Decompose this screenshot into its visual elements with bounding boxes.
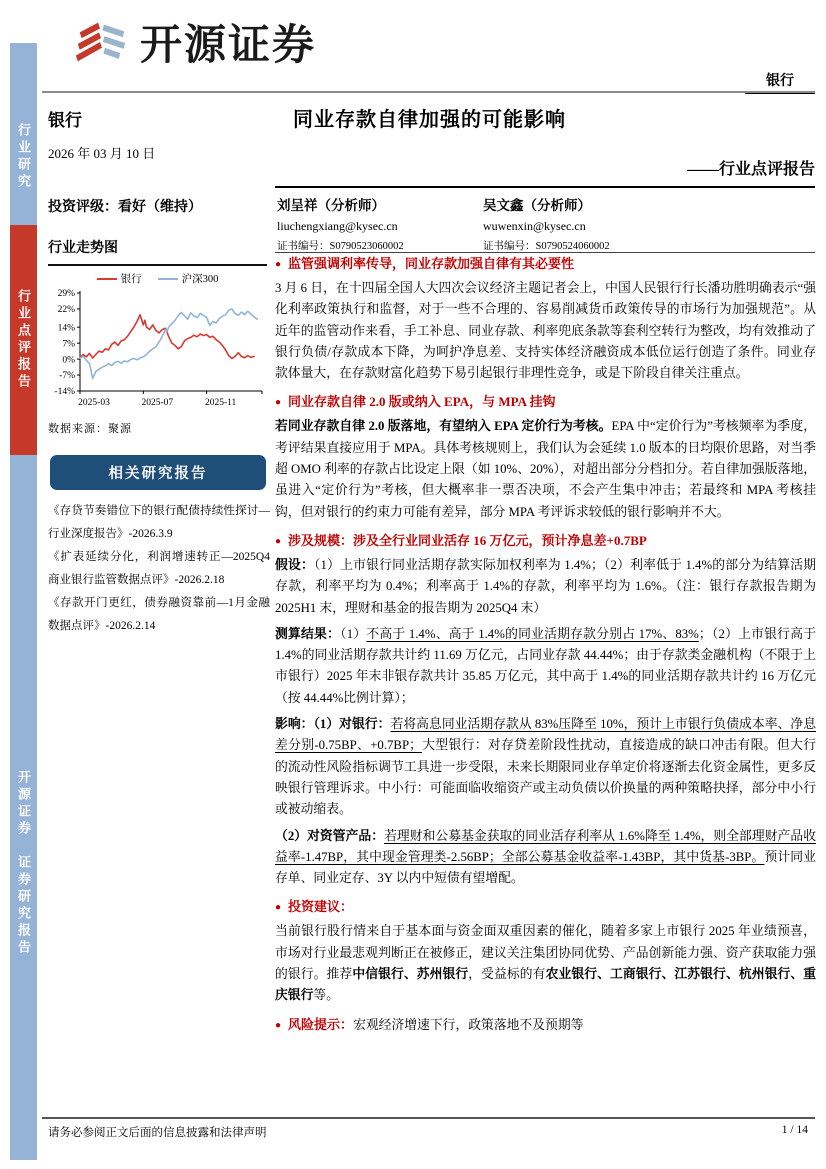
analyst-email: liuchengxiang@kysec.cn <box>277 219 398 233</box>
svg-text:2025-03: 2025-03 <box>78 398 110 408</box>
section-heading-text: 同业存款自律 2.0 版或纳入 EPA，与 MPA 挂钩 <box>288 394 556 410</box>
brand-logo <box>72 12 316 72</box>
section-paragraph: 3 月 6 日，在十四届全国人大四次会议经济主题记者会上，中国人民银行行长潘功胜明确表示“强化利率政策执行和监督，对于一些不合理的、容易削减货币政策传导的市场行为加强规范”。从近年的监管动作来看，手工补息、同业存款、利率兜底条款等套利空转行为整改，均有效推动了银行负债/存款成本下降，为呵护净息差、支持实体经济融资成本低位运行创造了条件。同业存款体量大，在存款财富化趋势下易引起银行非理性竞争，或是下阶段自律关注重点。 <box>275 281 816 381</box>
report-subtitle: ——行业点评报告 <box>686 161 815 178</box>
section-heading-text: 监管强调利率传导，同业存款加强自律有其必要性 <box>288 256 575 271</box>
footer-disclaimer: 请务必参阅正文后面的信息披露和法律声明 <box>48 1127 267 1139</box>
section-heading-text: 涉及规模：涉及全行业同业活存 16 万亿元，预计净息差+0.7BP <box>288 532 647 548</box>
side-strip <box>10 43 37 1160</box>
report-section <box>275 897 816 1006</box>
related-reports-header: 相关研究报告 <box>50 455 266 490</box>
svg-text:-14%: -14% <box>54 387 75 398</box>
chart-legend <box>48 271 267 286</box>
report-section <box>275 531 816 889</box>
investment-rating: 投资评级：看好（维持） <box>48 200 202 215</box>
analyst-card <box>277 194 455 253</box>
report-section <box>275 1015 816 1036</box>
trend-line-chart <box>48 288 267 416</box>
related-report-item: 《扩表延续分化，利润增速转正—2025Q4 商业银行监管数据点评》-2026.2.18 <box>48 551 270 586</box>
footer-divider <box>42 1117 815 1119</box>
section-heading <box>275 1015 816 1036</box>
report-type-vertical-label: 行业点评报告 <box>16 289 31 391</box>
side-strip-top <box>10 43 37 225</box>
section-heading-suffix: 宏观经济增速下行，政策落地不及预期等 <box>353 1017 584 1032</box>
section-heading-text: 投资建议： <box>288 899 354 915</box>
svg-text:2025-07: 2025-07 <box>141 398 174 408</box>
section-paragraph: （2）对资管产品：若理财和公募基金获取的同业活存利率从 1.6%降至 1.4%，则全部理财产品收益率-1.47BP，其中现金管理类-2.56BP；全部公募基金收益率-1.43BP，其中货基-3BP。预计同业存单、同业定存、3Y 以内中短债有望增配。 <box>275 828 817 886</box>
industry-trend-chart <box>48 271 267 421</box>
trend-chart-divider <box>48 264 267 266</box>
analyst-card <box>483 194 661 253</box>
analyst-row <box>277 194 815 253</box>
report-section <box>275 254 816 384</box>
analyst-cert: 证书编号：S0790524060002 <box>483 241 610 252</box>
report-body <box>275 254 816 1044</box>
related-report-item: 《存款开门更红，债券融资靠前—1月金融数据点评》-2026.2.14 <box>48 597 270 632</box>
analyst-email: wuwenxin@kysec.cn <box>483 219 586 233</box>
section-heading <box>275 392 816 413</box>
industry-name: 银行 <box>48 111 82 130</box>
brand-vertical-label: 开源证券 证券研究报告 <box>16 770 31 957</box>
page-footer <box>48 1124 808 1140</box>
side-strip-bottom <box>10 455 37 1160</box>
svg-text:29%: 29% <box>57 289 75 300</box>
bullet-dot-icon: ● <box>275 1019 282 1031</box>
legend-label: 银行 <box>120 274 142 285</box>
kaiyuan-logo-icon <box>72 13 130 71</box>
svg-text:2025-11: 2025-11 <box>204 398 237 408</box>
report-section <box>275 392 816 522</box>
brand-name: 开源证券 <box>140 21 317 68</box>
chart-data-source: 数据来源：聚源 <box>48 423 132 435</box>
section-paragraph: 影响：（1）对银行：若将高息同业活期存款从 83%压降至 10%，预计上市银行负债成本率、净息差分别-0.75BP、+0.7BP；大型银行：对存贷差阶段性扰动，直接造成的缺口冲击有限。但大行的流动性风险指标调节工具进一步受限，未来长期限同业存单定价将逐渐去化资金属性，更多反映银行管理诉求。中小行：可能面临收缩资产或主动负债以价换量的两种策略抉择，部分中小行或被动缩表。 <box>275 717 817 817</box>
section-heading <box>275 531 816 552</box>
header-divider <box>42 91 815 93</box>
industry-research-vertical-label: 行业研究 <box>16 122 31 191</box>
bullet-dot-icon: ● <box>275 902 282 914</box>
bullet-dot-icon: ● <box>275 535 282 547</box>
analyst-name: 刘呈祥（分析师） <box>277 198 385 213</box>
section-paragraph: 若同业存款自律 2.0 版落地，有望纳入 EPA 定价行为考核。EPA 中“定价行为”考核频率为季度，考评结果直接应用于 MPA。具体考核规则上，我们认为会延续 1.0 版本的日均限价思路，对当季超 OMO 利率的存款占比设定上限（如 10%、20%），对超出部分分档扣分。若自律加强版落地，虽进入“定价行为”考核，但大概率非一票否决项，不会产生集中冲击；若最终和 MPA 考核挂钩，但对银行的约束力可能有差异，部分 MPA 考评诉求较低的银行影响并不大。 <box>275 419 816 519</box>
related-report-item: 《存贷节奏错位下的银行配债持续性探讨—行业深度报告》-2026.3.9 <box>48 505 270 540</box>
title-divider <box>275 186 815 188</box>
section-paragraph: 当前银行股行情来自于基本面与资金面双重因素的催化，随着多家上市银行 2025 年业绩预喜，市场对行业最悲观判断正在被修正，建议关注集团协同优势、产品创新能力强、资产获取能力强的银行。推荐中信银行、苏州银行，受益标的有农业银行、工商银行、江苏银行、杭州银行、重庆银行等。 <box>275 924 817 1003</box>
svg-text:0%: 0% <box>62 355 75 366</box>
bullet-dot-icon: ● <box>275 259 282 270</box>
section-paragraph: 假设：（1）上市银行同业活期存款实际加权利率为 1.4%；（2）利率低于 1.4%的部分为结算活期存款，利率平均为 0.4%；利率高于 1.4%的存款，利率平均为 1.6%。（注：银行存款报告期为 2025H1 末，理财和基金的报告期为 2025Q4 末） <box>275 557 816 615</box>
related-reports-list <box>48 500 270 638</box>
legend-item <box>158 271 219 286</box>
report-title: 同业存款自律加强的可能影响 <box>293 109 566 131</box>
analyst-cert: 证书编号：S0790523060002 <box>277 241 404 252</box>
trend-chart-title: 行业走势图 <box>48 241 118 256</box>
section-heading <box>275 254 816 275</box>
legend-item <box>97 271 142 286</box>
legend-swatch-icon <box>97 278 117 280</box>
page-number: 1 / 14 <box>781 1124 808 1136</box>
svg-text:7%: 7% <box>62 339 75 350</box>
legend-label: 沪深300 <box>181 274 219 285</box>
report-date: 2026 年 03 月 10 日 <box>48 146 156 161</box>
analyst-name: 吴文鑫（分析师） <box>483 198 591 213</box>
section-heading-text: 风险提示： <box>288 1016 354 1032</box>
section-paragraph: 测算结果：（1）不高于 1.4%、高于 1.4%的同业活期存款分别占 17%、83%；（2）上市银行高于 1.4%的同业活期存款共计约 11.69 万亿元，占同业存款 44.44%；由于存款类金融机构（不限于上市银行）2025 年末非银存款共计 35.85 万亿元，其中高于 1.4%的同业活期存款共计约 16 万亿元（按 44.44%比例计算）； <box>275 626 817 705</box>
legend-swatch-icon <box>158 278 178 280</box>
side-strip-red-block <box>10 225 37 455</box>
section-heading <box>275 897 816 918</box>
analyst-divider <box>275 252 815 253</box>
svg-text:-7%: -7% <box>59 371 75 382</box>
bullet-dot-icon: ● <box>275 397 282 409</box>
svg-text:22%: 22% <box>57 305 75 316</box>
svg-text:14%: 14% <box>57 323 75 334</box>
industry-tag: 银行 <box>745 70 815 94</box>
